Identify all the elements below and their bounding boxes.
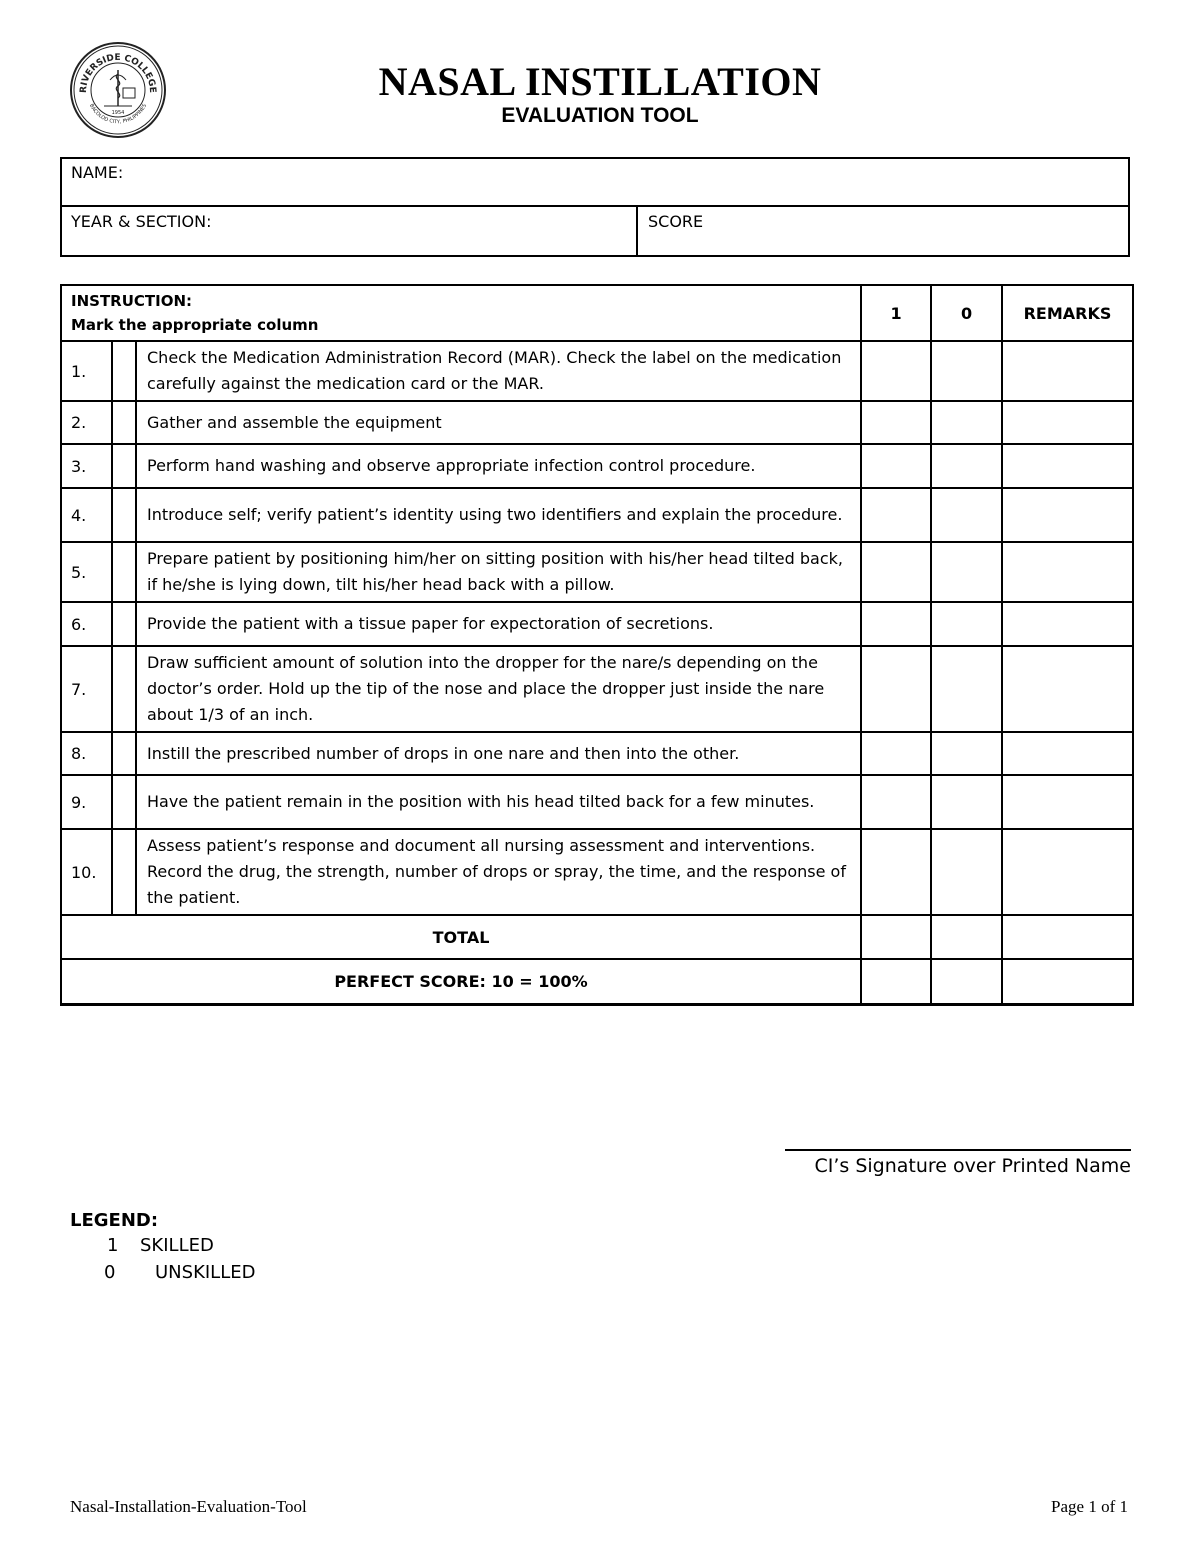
table-row	[61, 646, 1133, 732]
step-number: 7.	[61, 646, 112, 732]
step-text: Instill the prescribed number of drops in one nare and then into the other.	[136, 732, 861, 775]
total-remarks-cell[interactable]	[1002, 915, 1133, 959]
perfect-score-remarks-cell[interactable]	[1002, 959, 1133, 1004]
skilled-cell[interactable]	[861, 401, 931, 444]
skilled-cell[interactable]	[861, 488, 931, 542]
skilled-cell[interactable]	[861, 829, 931, 915]
unskilled-cell[interactable]	[931, 775, 1002, 829]
step-number: 5.	[61, 542, 112, 602]
skilled-cell[interactable]	[861, 602, 931, 646]
step-number: 10.	[61, 829, 112, 915]
document-subtitle: EVALUATION TOOL	[501, 104, 699, 127]
skilled-cell[interactable]	[861, 542, 931, 602]
remarks-cell[interactable]	[1002, 488, 1133, 542]
unskilled-cell[interactable]	[931, 488, 1002, 542]
table-row	[61, 488, 1133, 542]
student-info-box	[60, 157, 1130, 257]
legend-label-skilled: SKILLED	[140, 1235, 214, 1256]
evaluation-table	[60, 284, 1134, 1006]
remarks-cell[interactable]	[1002, 542, 1133, 602]
step-mark-cell[interactable]	[112, 646, 136, 732]
step-text: Assess patient’s response and document all nursing assessment and interventions. Record the drug, the strength, number of drops or spray, the time, and the response of the patient.	[136, 829, 861, 915]
legend-code-unskilled: 0	[104, 1262, 116, 1283]
signature-label: CI’s Signature over Printed Name	[814, 1155, 1131, 1177]
instruction-cell	[61, 285, 861, 341]
remarks-cell[interactable]	[1002, 775, 1133, 829]
table-row	[61, 341, 1133, 401]
instruction-title: INSTRUCTION:	[71, 292, 193, 310]
step-number: 6.	[61, 602, 112, 646]
total-skilled-cell[interactable]	[861, 915, 931, 959]
unskilled-cell[interactable]	[931, 732, 1002, 775]
seal-year: 1954	[111, 110, 125, 116]
step-number: 2.	[61, 401, 112, 444]
step-mark-cell[interactable]	[112, 444, 136, 488]
table-row	[61, 401, 1133, 444]
step-number: 3.	[61, 444, 112, 488]
perfect-score-label: PERFECT SCORE: 10 = 100%	[61, 959, 861, 1004]
seal-text-bottom: BACOLOD CITY, PHILIPPINES	[87, 103, 149, 126]
unskilled-cell[interactable]	[931, 602, 1002, 646]
remarks-cell[interactable]	[1002, 444, 1133, 488]
table-row	[61, 602, 1133, 646]
column-header-remarks: REMARKS	[1002, 285, 1133, 341]
legend-label-unskilled: UNSKILLED	[155, 1262, 256, 1283]
name-label: NAME:	[71, 163, 124, 182]
remarks-cell[interactable]	[1002, 401, 1133, 444]
signature-line[interactable]	[785, 1149, 1131, 1151]
step-number: 4.	[61, 488, 112, 542]
table-header-row	[61, 285, 1133, 341]
instruction-text: Mark the appropriate column	[71, 316, 319, 334]
step-text: Introduce self; verify patient’s identity using two identifiers and explain the procedure.	[136, 488, 861, 542]
document-title: NASAL INSTILLATION	[378, 59, 822, 104]
step-text: Have the patient remain in the position with his head tilted back for a few minutes.	[136, 775, 861, 829]
step-mark-cell[interactable]	[112, 401, 136, 444]
table-row	[61, 444, 1133, 488]
legend-code-skilled: 1	[107, 1235, 119, 1256]
step-number: 9.	[61, 775, 112, 829]
step-mark-cell[interactable]	[112, 602, 136, 646]
step-text: Prepare patient by positioning him/her on sitting position with his/her head tilted back, if he/she is lying down, tilt his/her head back with a pillow.	[136, 542, 861, 602]
remarks-cell[interactable]	[1002, 829, 1133, 915]
step-mark-cell[interactable]	[112, 488, 136, 542]
legend-title: LEGEND:	[70, 1210, 159, 1231]
step-number: 8.	[61, 732, 112, 775]
footer-page-number: Page 1 of 1	[1051, 1497, 1128, 1516]
total-label: TOTAL	[61, 915, 861, 959]
step-mark-cell[interactable]	[112, 775, 136, 829]
unskilled-cell[interactable]	[931, 401, 1002, 444]
step-text: Check the Medication Administration Record (MAR). Check the label on the medication carefully against the medication card or the MAR.	[136, 341, 861, 401]
step-mark-cell[interactable]	[112, 829, 136, 915]
table-row	[61, 829, 1133, 915]
step-mark-cell[interactable]	[112, 732, 136, 775]
total-unskilled-cell[interactable]	[931, 915, 1002, 959]
skilled-cell[interactable]	[861, 341, 931, 401]
remarks-cell[interactable]	[1002, 602, 1133, 646]
unskilled-cell[interactable]	[931, 646, 1002, 732]
year-section-label: YEAR & SECTION:	[71, 212, 212, 231]
remarks-cell[interactable]	[1002, 646, 1133, 732]
column-header-zero: 0	[931, 285, 1002, 341]
unskilled-cell[interactable]	[931, 444, 1002, 488]
perfect-score-row	[61, 959, 1133, 1004]
name-row[interactable]	[62, 159, 1128, 207]
step-text: Perform hand washing and observe appropriate infection control procedure.	[136, 444, 861, 488]
skilled-cell[interactable]	[861, 646, 931, 732]
step-mark-cell[interactable]	[112, 341, 136, 401]
score-label: SCORE	[648, 212, 704, 231]
skilled-cell[interactable]	[861, 732, 931, 775]
remarks-cell[interactable]	[1002, 732, 1133, 775]
column-header-one: 1	[861, 285, 931, 341]
total-row	[61, 915, 1133, 959]
skilled-cell[interactable]	[861, 775, 931, 829]
step-mark-cell[interactable]	[112, 542, 136, 602]
unskilled-cell[interactable]	[931, 341, 1002, 401]
table-row	[61, 542, 1133, 602]
unskilled-cell[interactable]	[931, 829, 1002, 915]
step-text: Provide the patient with a tissue paper for expectoration of secretions.	[136, 602, 861, 646]
footer-document-name: Nasal-Installation-Evaluation-Tool	[70, 1497, 307, 1516]
remarks-cell[interactable]	[1002, 341, 1133, 401]
step-text: Gather and assemble the equipment	[136, 401, 861, 444]
table-row	[61, 775, 1133, 829]
skilled-cell[interactable]	[861, 444, 931, 488]
seal-text-top: RIVERSIDE COLLEGE	[78, 52, 158, 94]
perfect-score-unskilled-cell[interactable]	[931, 959, 1002, 1004]
perfect-score-skilled-cell[interactable]	[861, 959, 931, 1004]
unskilled-cell[interactable]	[931, 542, 1002, 602]
table-row	[61, 732, 1133, 775]
step-number: 1.	[61, 341, 112, 401]
info-divider	[636, 207, 638, 255]
step-text: Draw sufficient amount of solution into the dropper for the nare/s depending on the doctor’s order. Hold up the tip of the nose and place the dropper just inside the nare about 1/3 of an inch.	[136, 646, 861, 732]
